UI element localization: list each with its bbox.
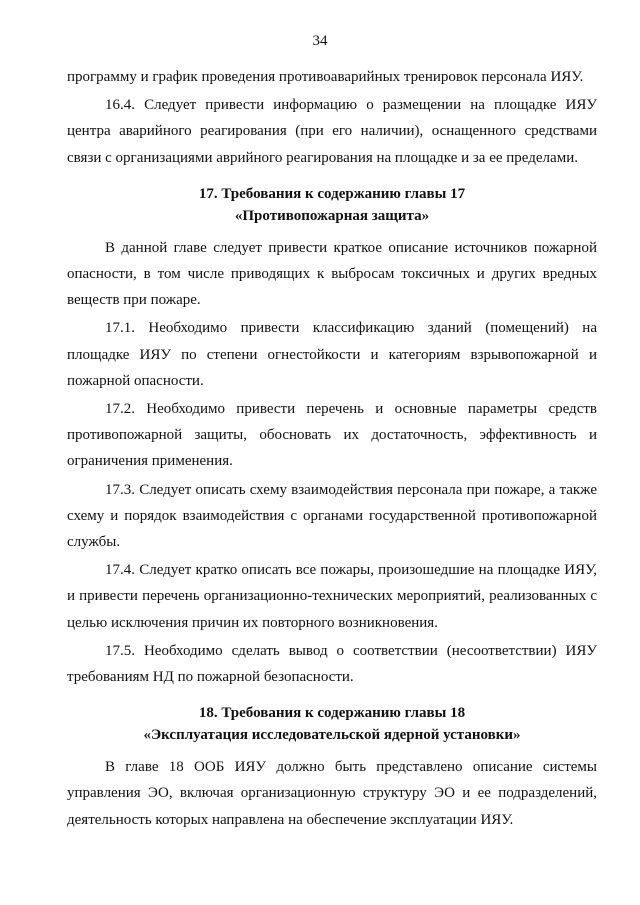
paragraph-continuation: программу и график проведения противоаварийных тренировок персонала ИЯУ. bbox=[67, 69, 584, 85]
paragraph-17-1: 17.1. Необходимо привести классификацию зданий (помещений) на площадке ИЯУ по степени огнестойкости и категориям взрывопожарной и пожарной опасности. bbox=[67, 320, 597, 389]
section-18-subtitle: «Эксплуатация исследовательской ядерной установки» bbox=[143, 727, 521, 744]
paragraph-17-intro: В данной главе следует привести краткое описание источников пожарной опасности, в том числе приводящих к выбросам токсичных и других вредных веществ при пожаре. bbox=[67, 239, 597, 309]
section-17-heading bbox=[67, 183, 597, 227]
paragraph-17-3: 17.3. Следует описать схему взаимодействия персонала при пожаре, а также схему и порядок взаимодействия с органами государственной противопожарной службы. bbox=[67, 481, 597, 551]
paragraph-17-5: 17.5. Необходимо сделать вывод о соответствии (несоответствии) ИЯУ требованиям НД по пожарной безопасности. bbox=[67, 642, 597, 686]
document-body bbox=[67, 64, 597, 835]
paragraph-18-intro: В главе 18 ООБ ИЯУ должно быть представлено описание системы управления ЭО, включая организационную структуру ЭО и ее подразделений, деятельность которых направлена на обеспечение эксплуатации ИЯУ. bbox=[67, 759, 597, 828]
section-17-subtitle: «Противопожарная защита» bbox=[234, 207, 430, 224]
paragraph-17-2: 17.2. Необходимо привести перечень и основные параметры средств противопожарной защиты, обосновать их достаточность, эффективность и ограничения применения. bbox=[67, 401, 597, 470]
paragraph-17-4: 17.4. Следует кратко описать все пожары, произошедшие на площадке ИЯУ, и привести перечень организационно-технических мероприятий, реализованных с целью исключения причин их повторного возникновения. bbox=[67, 562, 597, 631]
section-18-heading bbox=[67, 702, 597, 746]
section-18-title: 18. Требования к содержанию главы 18 bbox=[198, 705, 466, 722]
page-number: 34 bbox=[312, 33, 328, 49]
paragraph-16-4: 16.4. Следует привести информацию о размещении на площадке ИЯУ центра аварийного реагирования (при его наличии), оснащенного средствами связи с организациями аврийного реагирования на площадке и за ее пределами. bbox=[67, 97, 597, 166]
section-17-title: 17. Требования к содержанию главы 17 bbox=[198, 185, 466, 202]
